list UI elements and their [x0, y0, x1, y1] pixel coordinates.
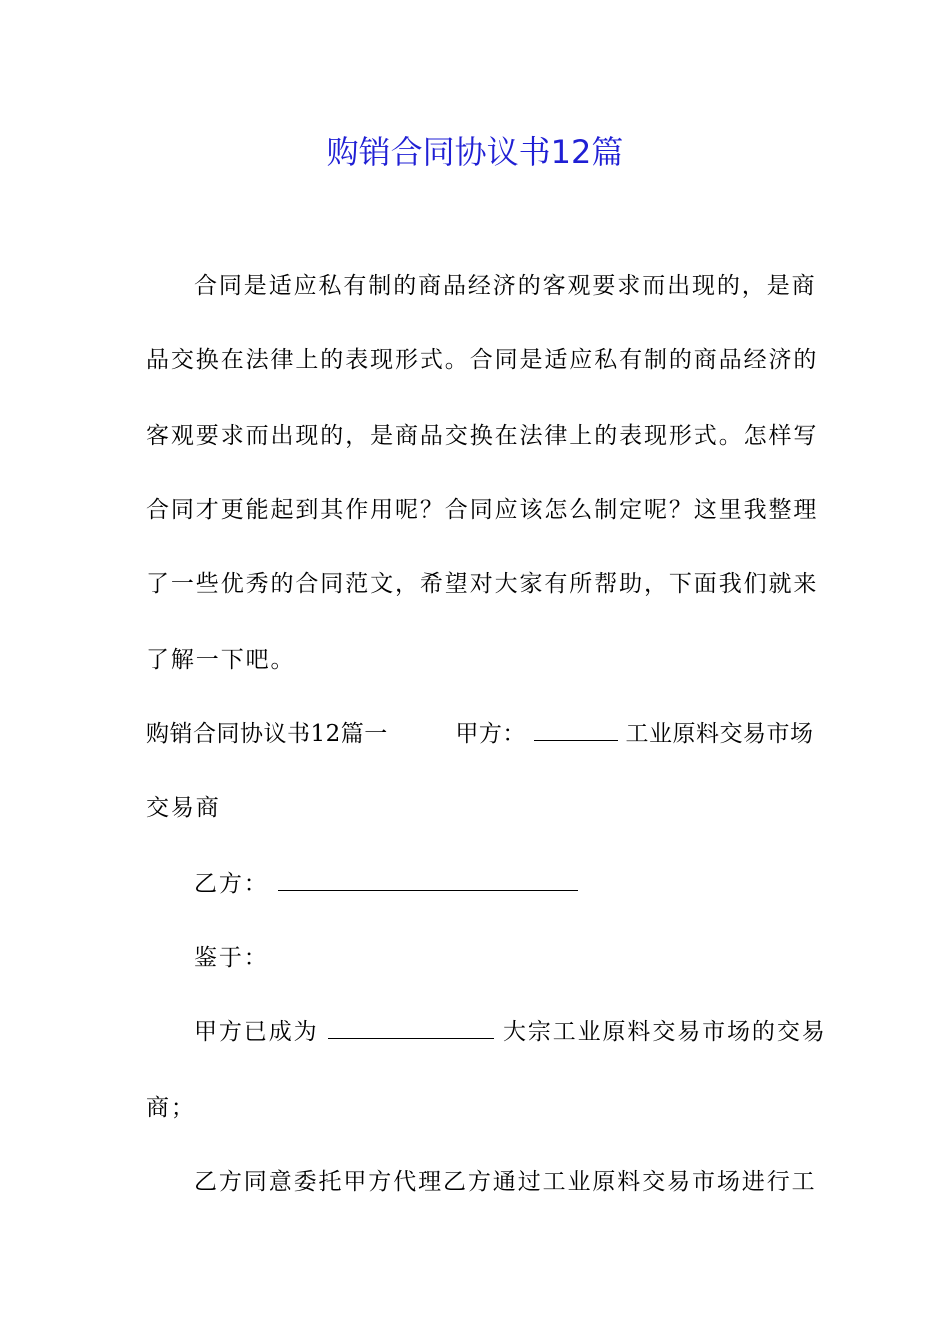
party-a-continued: 交易商 [146, 795, 221, 821]
section-1-line [146, 718, 814, 750]
clause-1-line [194, 1016, 827, 1048]
party-b-line [194, 868, 578, 900]
document-title: 购销合同协议书12篇 [326, 133, 624, 171]
intro-line-3: 客观要求而出现的，是商品交换在法律上的表现形式。怎样写 [146, 423, 819, 449]
party-a-suffix: 工业原料交易市场 [625, 721, 814, 747]
party-b-label: 乙方： [194, 871, 269, 897]
intro-line-5: 了一些优秀的合同范文，希望对大家有所帮助，下面我们就来 [146, 571, 819, 597]
section-1-heading: 购销合同协议书12篇一 [146, 721, 388, 747]
party-a-label: 甲方： [455, 721, 526, 747]
intro-line-4: 合同才更能起到其作用呢？合同应该怎么制定呢？这里我整理 [146, 497, 819, 523]
clause-1-suffix: 大宗工业原料交易市场的交易 [502, 1019, 827, 1045]
party-a-blank [534, 718, 618, 741]
market-name-blank [328, 1016, 494, 1039]
clause-1-prefix: 甲方已成为 [194, 1019, 319, 1045]
whereas-heading: 鉴于： [194, 945, 269, 971]
intro-line-6: 了解一下吧。 [146, 647, 296, 673]
party-b-blank [278, 868, 578, 891]
intro-line-1: 合同是适应私有制的商品经济的客观要求而出现的，是商 [194, 273, 817, 299]
intro-line-2: 品交换在法律上的表现形式。合同是适应私有制的商品经济的 [146, 347, 819, 373]
clause-1-continued: 商； [146, 1095, 196, 1121]
clause-2-line: 乙方同意委托甲方代理乙方通过工业原料交易市场进行工 [194, 1169, 817, 1195]
